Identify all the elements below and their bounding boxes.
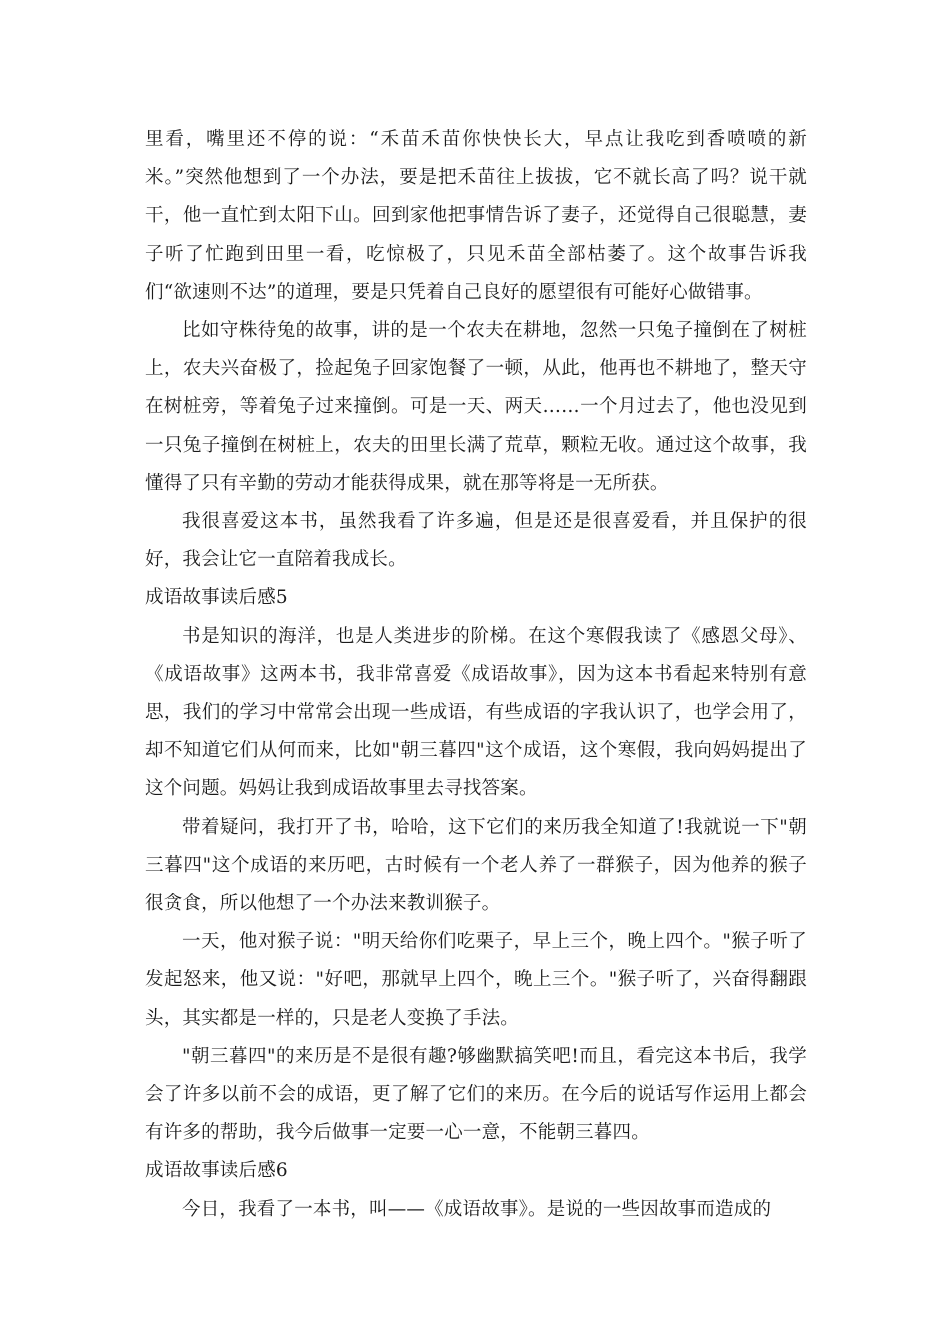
paragraph-monkeys: 一天，他对猴子说："明天给你们吃栗子，早上三个，晚上四个。"猴子听了发起怒来，他又说："好吧，那就早上四个，晚上三个。"猴子听了，兴奋得翻跟头，其实都是一样的，只是老人变换了手法。 [145,931,807,1029]
paragraph-open-book: 带着疑问，我打开了书，哈哈，这下它们的来历我全知道了!我就说一下"朝三暮四"这个成语的来历吧，古时候有一个老人养了一群猴子，因为他养的猴子很贪食，所以他想了一个办法来教训猴子。 [145,816,807,915]
document-body [145,121,807,1229]
paragraph-love-book: 我很喜爱这本书，虽然我看了许多遍，但是还是很喜爱看，并且保护的很好，我会让它一直陪着我成长。 [145,511,807,571]
paragraph-book-ocean: 书是知识的海洋，也是人类进步的阶梯。在这个寒假我读了《感恩父母》、《成语故事》这两本书，我非常喜爱《成语故事》，因为这本书看起来特别有意思，我们的学习中常常会出现一些成语，有些成语的字我认识了，也学会用了，却不知道它们从何而来，比如"朝三暮四"这个成语，这个寒假，我向妈妈提出了这个问题。妈妈让我到成语故事里去寻找答案。 [145,625,807,800]
section-heading-6: 成语故事读后感6 [145,1160,288,1182]
paragraph-continuation: 里看，嘴里还不停的说：“禾苗禾苗你快快长大，早点让我吃到香喷喷的新米。”突然他想到了一个办法，要是把禾苗往上拔拔，它不就长高了吗？说干就干，他一直忙到太阳下山。回到家他把事情告诉了妻子，还觉得自己很聪慧，妻子听了忙跑到田里一看，吃惊极了，只见禾苗全部枯萎了。这个故事告诉我们“欲速则不达”的道理，要是只凭着自己良好的愿望很有可能好心做错事。 [145,129,807,303]
paragraph-today: 今日，我看了一本书，叫——《成语故事》。是说的一些因故事而造成的 [182,1198,772,1220]
paragraph-shouzhudaitu: 比如守株待兔的故事，讲的是一个农夫在耕地，忽然一只兔子撞倒在了树桩上，农夫兴奋极了，捡起兔子回家饱餐了一顿，从此，他再也不耕地了，整天守在树桩旁，等着兔子过来撞倒。可是一天、两天……一个月过去了，他也没见到一只兔子撞倒在树桩上，农夫的田里长满了荒草，颗粒无收。通过这个故事，我懂得了只有辛勤的劳动才能获得成果，就在那等将是一无所获。 [145,320,807,494]
section-heading-5: 成语故事读后感5 [145,587,288,609]
paragraph-zhaosanmusi: "朝三暮四"的来历是不是很有趣?够幽默搞笑吧!而且，看完这本书后，我学会了许多以前不会的成语，更了解了它们的来历。在今后的说话写作运用上都会有许多的帮助，我今后做事一定要一心一意，不能朝三暮四。 [145,1045,807,1144]
